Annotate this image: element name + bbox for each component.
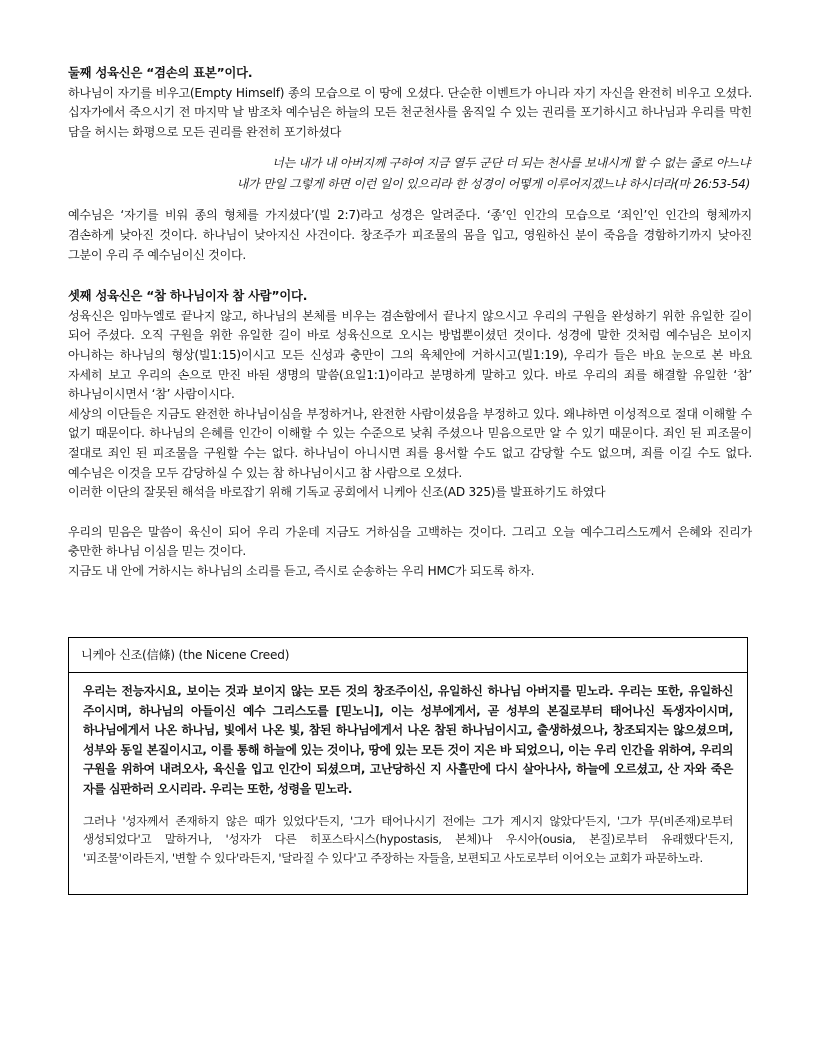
spacer: [68, 142, 752, 153]
section-heading-true-god-true-man: 셋째 성육신은 “참 하나님이자 참 사람”이다.: [68, 289, 308, 304]
document-body: [68, 64, 752, 581]
paragraph-exhortation: 지금도 내 안에 거하시는 하나님의 소리를 듣고, 즉시로 순송하는 우리 HMC가 되도록 하자.: [68, 563, 535, 578]
nicene-creed-box: [68, 637, 748, 895]
paragraph-empty-himself: 하나님이 자기를 비우고(Empty Himself) 종의 모습으로 이 땅에 오셨다. 단순한 이벤트가 아니라 자기 자신을 완전히 비우고 오셨다. 십자가에서 죽으시기 전 마지막 날 밤조차 예수님은 하늘의 모든 천군천사를 움직일 수 있는 권리를 포기하시고 하나님과 우리를 막힌 담을 허시는 화평으로 모든 권리를 완전히 포기하셨다: [68, 85, 752, 139]
spacer: [68, 265, 752, 287]
creed-anathema-text: 그러나 '성자께서 존재하지 않은 때가 있었다'든지, '그가 태어나시기 전에는 그가 계시지 않았다'든지, '그가 무(비존재)로부터 생성되었다'고 말하거나, '성자가 다른 히포스타시스(hypostasis, 본체)나 우시아(ousia, 본질)로부터 유래했다'든지, '피조물'이라든지, '변할 수 있다'라든지, '달라질 수 있다'고 주장하는 자들을, 보편되고 사도로부터 이어오는 교회가 파문하노라.: [83, 813, 733, 865]
spacer: [68, 195, 752, 206]
paragraph-nicene-reference: 이러한 이단의 잘못된 해석을 바로잡기 위해 기독교 공회에서 니케아 신조(AD 325)를 발표하기도 하였다: [68, 485, 606, 500]
section-heading-humility: 둘째 성육신은 “겸손의 표본”이다.: [68, 66, 253, 80]
quote-line: 너는 내가 내 아버지께 구하여 지금 열두 군단 더 되는 천사를 보내시게 할 수 없는 줄로 아느냐: [272, 156, 750, 171]
paragraph-confession: 우리의 믿음은 말씀이 육신이 되어 우리 가운데 지금도 거하심을 고백하는 것이다. 그리고 오늘 예수그리스도께서 은혜와 진리가 충만한 하나님 이심을 믿는 것이다.: [68, 524, 752, 559]
creed-confession-text: 우리는 전능자시요, 보이는 것과 보이지 않는 모든 것의 창조주이신, 유일하신 하나님 아버지를 믿노라. 우리는 또한, 유일하신 주이시며, 하나님의 아들이신 예수 그리스도를 [믿노니], 이는 성부에게서, 곧 성부의 본질로부터 태어나신 독생자이시며, 하나님에게서 나온 하나님, 빛에서 나온 빛, 참된 하나님에게서 나온 참된 하나님이시고, 출생하셨으나, 창조되지는 않으셨으며, 성부와 동일 본질이시고, 이를 통해 하늘에 있는 것이나, 땅에 있는 모든 것이 지은 바 되었으니, 이는 우리 인간을 위하여, 우리의 구원을 위하여 내려오사, 육신을 입고 인간이 되셨으며, 고난당하신 지 사흘만에 다시 살아나사, 하늘에 오르셨고, 산 자와 죽은 자를 심판하러 오시리라. 우리는 또한, 성령을 믿노라.: [83, 684, 733, 796]
creed-body: [69, 673, 747, 867]
paragraph-servant-form: 예수님은 ‘자기를 비워 종의 형체를 가지셨다’(빌 2:7)라고 성경은 알려준다. ‘종’인 인간의 모습으로 ‘죄인’인 인간의 형체까지 겸손하게 낮아진 것이다. 하나님이 낮아지신 사건이다. 창조주가 피조물의 몸을 입고, 영원하신 분이 죽음을 경함하기까지 낮아진 그분이 우리 주 예수님이신 것이다.: [68, 208, 752, 262]
quote-line: 내가 만일 그렇게 하면 이런 일이 있으리라 한 성경이 어떻게 이루어지겠느냐 하시더라(마 26:53-54): [236, 177, 750, 192]
scripture-quote: [68, 153, 752, 195]
creed-title: 니케아 신조(信條) (the Nicene Creed): [69, 638, 747, 673]
spacer: [68, 503, 752, 523]
paragraph-heresies: 세상의 이단들은 지금도 완전한 하나님이심을 부정하거나, 완전한 사람이셨음을 부정하고 있다. 왜냐하면 이성적으로 절대 이해할 수 없기 때문이다. 하나님의 은혜를 인간이 이해할 수 있는 수준으로 낮춰 주셨으나 믿음으로만 알 수 있기 때문이다. 죄인 된 피조물이 절대로 죄인 된 피조물을 구원할 수는 없다. 하나님이 아니시면 죄를 용서할 수도 없고 감당할 수도 없으며, 죄를 이길 수도 없다. 예수님은 이것을 모두 감당하실 수 있는 참 하나님이시고 참 사람으로 오셨다.: [68, 406, 752, 480]
paragraph-only-way: 성육신은 임마누엘로 끝나지 않고, 하나님의 본체를 비우는 겸손함에서 끝나지 않으시고 우리의 구원을 완성하기 위한 유일한 길이 되어 주셨다. 오직 구원을 위한 유일한 길이 바로 성육신으로 오시는 방법뿐이셨던 것이다. 성경에 말한 것처럼 예수님은 보이지 아니하는 하나님의 형상(빌1:15)이시고 모든 신성과 충만이 그의 육체안에 거하시고(빌1:19), 우리가 들은 바요 눈으로 본 바요 자세히 보고 우리의 손으로 만진 바된 생명의 말씀(요일1:1)이라고 분명하게 말하고 있다. 바로 우리의 죄를 해결할 유일한 ‘참’ 하나님이시면서 ‘참’ 사람이시다.: [68, 308, 752, 402]
